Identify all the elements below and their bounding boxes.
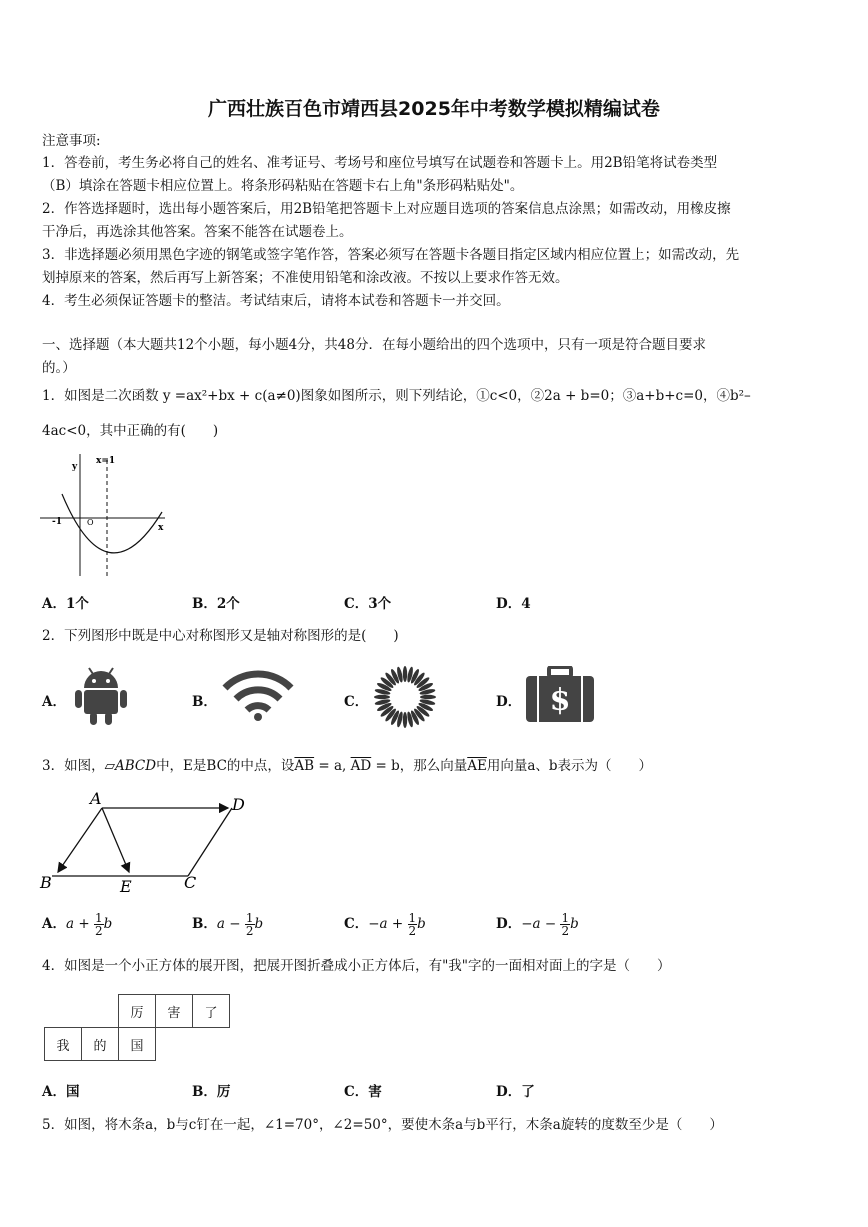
- question-2-text: 2．下列图形中既是中心对称图形又是轴对称图形的是( ): [42, 628, 399, 644]
- q3-mid: 中，E是BC的中点，设: [156, 758, 295, 774]
- option-a: A．1个: [42, 596, 89, 612]
- sunburst-ray: [403, 712, 407, 728]
- q3-prefix: 3．如图，: [42, 758, 105, 774]
- option-a: A．国: [42, 1084, 80, 1100]
- vertex-label-d: D: [232, 795, 245, 814]
- option-c: C．3个: [344, 596, 392, 612]
- axis-label-y: y: [72, 462, 78, 472]
- cube-cell: 厉: [119, 995, 156, 1028]
- q3-tail: 用向量a、b表示为（ ）: [486, 758, 653, 774]
- vector-ae: $\overline{AE}$: [467, 758, 487, 774]
- cube-cell: 的: [82, 1028, 119, 1061]
- notice-line: 干净后，再选涂其他答案。答案不能答在试题卷上。: [42, 224, 353, 240]
- symmetry-line-label: x=1: [96, 456, 116, 466]
- vertex-label-c: C: [184, 873, 197, 892]
- q3-eq1: = a,: [314, 758, 351, 774]
- option-d: D．−a − $\frac{1}{2}$ b: [496, 911, 579, 938]
- notice-line: 划掉原来的答案，然后再写上新答案；不准使用铅笔和涂改液。不按以上要求作答无效。: [42, 270, 569, 286]
- vertex-label-b: B: [40, 873, 52, 892]
- option-d: D．4: [496, 596, 531, 612]
- cube-cell: 害: [156, 995, 193, 1028]
- option-b: B．2个: [192, 596, 240, 612]
- option-d: D．了: [496, 1084, 535, 1100]
- svg-text:$: $: [549, 683, 571, 718]
- notice-line: 2．作答选择题时，选出每小题答案后，用2B铅笔把答题卡上对应题目选项的答案信息点涂黑；如需改动，用橡皮擦: [42, 201, 731, 217]
- notice-line: 1．答卷前，考生务必将自己的姓名、准考证号、考场号和座位号填写在试题卷和答题卡上。用2B铅笔将试卷类型: [42, 155, 718, 171]
- money-bag-icon: [524, 666, 596, 724]
- question-4-text: 4．如图是一个小正方体的展开图，把展开图折叠成小正方体后，有"我"字的一面相对面上的字是（ ）: [42, 958, 671, 974]
- sunburst-ray: [420, 695, 436, 699]
- android-icon: [74, 664, 128, 726]
- sunburst-ray: [403, 666, 407, 682]
- parallelogram-figure: [38, 788, 253, 896]
- vertex-label-a: A: [90, 789, 102, 808]
- vector-ab: $\overline{AB}$: [294, 758, 315, 774]
- cube-cell: 了: [193, 995, 230, 1028]
- option-b: B．: [192, 694, 217, 710]
- section-heading: 一、选择题（本大题共12个小题，每小题4分，共48分．在每小题给出的四个选项中，只有一项是符合题目要求: [42, 337, 706, 353]
- notice-line: 3．非选择题必须用黑色字迹的钢笔或签字笔作答，答案必须写在答题卡各题目指定区域内相应位置上；如需改动，先: [42, 247, 740, 263]
- notice-line: 4．考生必须保证答题卡的整洁。考试结束后，请将本试卷和答题卡一并交回。: [42, 293, 510, 309]
- option-a: A．: [42, 694, 66, 710]
- notice-heading: 注意事项:: [42, 133, 101, 149]
- cube-cell: 国: [119, 1028, 156, 1061]
- option-a: A．a + $\frac{1}{2}$ b: [42, 911, 113, 938]
- axis-label-x: x: [158, 523, 164, 533]
- option-c: C．−a + $\frac{1}{2}$ b: [344, 911, 426, 938]
- option-b: B．厉: [192, 1084, 231, 1100]
- page-title: 广西壮族百色市靖西县2025年中考数学模拟精编试卷: [208, 98, 660, 120]
- sunburst-ray: [374, 695, 390, 699]
- q3-shape: ▱ABCD: [104, 758, 157, 774]
- option-b: B．a − $\frac{1}{2}$ b: [192, 911, 264, 938]
- vertex-label-e: E: [120, 877, 132, 896]
- sunburst-icon: [370, 664, 440, 730]
- wifi-icon: [221, 668, 295, 722]
- quadratic-graph: [40, 452, 175, 580]
- option-c: C．: [344, 694, 369, 710]
- option-c: C．害: [344, 1084, 382, 1100]
- cube-cell: 我: [45, 1028, 82, 1061]
- section-heading-cont: 的。）: [42, 360, 76, 376]
- option-d: D．: [496, 694, 522, 710]
- notice-line: （B）填涂在答题卡相应位置上。将条形码粘贴在答题卡右上角"条形码粘贴处"。: [42, 178, 524, 194]
- q3-eq2: = b，那么向量: [371, 758, 468, 774]
- cube-net: [44, 994, 230, 1061]
- question-1-text-cont: 4ac<0，其中正确的有( ): [42, 423, 219, 439]
- origin-label: O: [87, 518, 94, 527]
- question-5-text: 5．如图，将木条a，b与c钉在一起，∠1=70°，∠2=50°，要使木条a与b平行，木条a旋转的度数至少是（ ）: [42, 1117, 723, 1133]
- question-1-text: 1．如图是二次函数 y =ax²+bx + c(a≠0)图象如图所示，则下列结论，①c<0，②2a + b=0；③a+b+c=0，④b²–: [42, 388, 751, 404]
- vector-ad: $\overline{AD}$: [350, 758, 372, 774]
- question-3-text: [42, 755, 832, 778]
- tick-label: -1: [52, 517, 62, 527]
